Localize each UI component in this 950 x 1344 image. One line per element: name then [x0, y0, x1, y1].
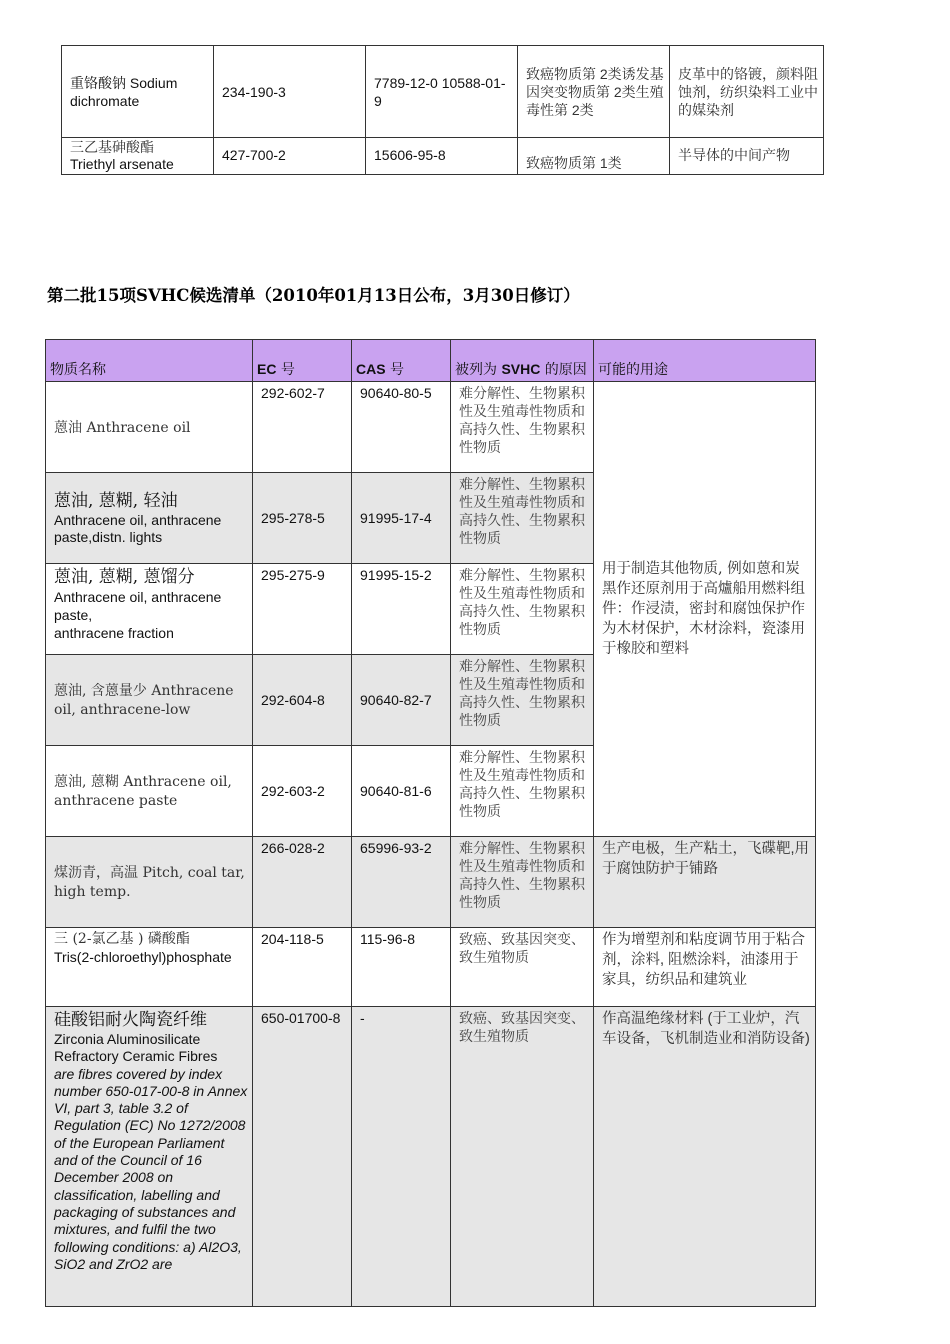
reason-cell: [451, 837, 594, 928]
svhc-reason: 致癌、致基因突变、致生殖物质: [459, 1010, 585, 1044]
substance-name-cn: 硅酸铝耐火陶瓷纤维: [54, 1010, 207, 1030]
header-label-bold: EC: [257, 361, 277, 377]
possible-uses: 皮革中的铬镀，颜料阻蚀剂，纺织染料工业中的媒染剂: [678, 65, 818, 118]
cas-number: 91995-15-2: [360, 567, 432, 583]
cas-number: 115-96-8: [360, 931, 416, 947]
section-title: 第二批15项SVHC候选清单（2010年01月13日公布，3月30日修订）: [47, 286, 580, 305]
reason-cell: [518, 46, 670, 138]
ec-number: 295-278-5: [261, 510, 325, 526]
substance-name-cell: [46, 837, 253, 928]
table-header-row: [46, 340, 816, 382]
substance-name-en: anthracene fraction: [54, 625, 174, 641]
ec-number-cell: [253, 655, 352, 746]
possible-uses: 用于制造其他物质, 例如蒽和炭黑作还原剂用于高爐船用燃料组件：作浸渍，密封和腐蚀保护作为木材保护，木材涂料，瓷漆用于橡胶和塑料: [602, 561, 805, 657]
substance-name: 蒽油, 含蒽量少 Anthracene oil, anthracene-low: [54, 683, 234, 718]
svhc-reason: 难分解性、生物累积性及生殖毒性物质和高持久性、生物累积性物质: [459, 385, 585, 455]
substance-name-cell: [46, 655, 253, 746]
table-row: [62, 46, 824, 138]
header-label: 的原因: [540, 362, 587, 378]
possible-uses: 半导体的中间产物: [678, 147, 790, 163]
ec-number-cell: [214, 138, 366, 175]
cas-number-cell: [352, 655, 451, 746]
cas-number-cell: [352, 837, 451, 928]
ec-number: 292-604-8: [261, 692, 325, 708]
svhc-reason: 难分解性、生物累积性及生殖毒性物质和高持久性、生物累积性物质: [459, 476, 585, 546]
ec-number-cell: [253, 928, 352, 1007]
svhc-reason: 难分解性、生物累积性及生殖毒性物质和高持久性、生物累积性物质: [459, 840, 585, 910]
possible-uses: 作为增塑剂和粘度调节用于粘合剂，涂料, 阻燃涂料，油漆用于家具，纺织品和建筑业: [602, 932, 805, 988]
ec-number: 234-190-3: [222, 83, 286, 100]
ec-number: 204-118-5: [261, 931, 324, 947]
cas-number: 15606-95-8: [374, 147, 446, 163]
substance-name-cell: [46, 928, 253, 1007]
substance-definition: are fibres covered by index number 650-017-00-8 in Annex VI, part 3, table 3.2 of Regulation (EC) No 1272/2008 of the European Parliament and of the Council of 16 December 2008 on classification, labelling and packaging of substances and mixtures, and fulfil the two following conditions: a) Al2O3, SiO2 and ZrO2 are: [54, 1065, 248, 1272]
cas-number: 91995-17-4: [360, 510, 432, 526]
table-row: [46, 382, 816, 473]
shared-uses-cell: [594, 382, 816, 837]
ec-number: 427-700-2: [222, 147, 286, 163]
reason-cell: [451, 655, 594, 746]
header-label: 号: [385, 362, 405, 378]
ec-number-cell: [214, 46, 366, 138]
header-label: 被列为: [455, 362, 502, 378]
header-label: 可能的用途: [598, 362, 668, 378]
substance-name-cn: 蒽油, 蒽糊, 轻油: [54, 491, 178, 511]
previous-svhc-table-continuation: [61, 45, 824, 175]
possible-uses: 生产电极，生产粘土，飞碟靶,用于腐蚀防护于铺路: [602, 841, 810, 877]
cas-number: 90640-82-7: [360, 692, 432, 708]
uses-cell: [594, 928, 816, 1007]
cas-number-cell: [352, 473, 451, 564]
header-possible-uses: [594, 340, 816, 382]
substance-name-cell: [62, 138, 214, 175]
reason-cell: [451, 473, 594, 564]
substance-name: 重铬酸钠 Sodium dichromate: [70, 74, 178, 109]
ec-number-cell: [253, 382, 352, 473]
header-label-bold: SVHC: [501, 361, 541, 377]
table-row: [46, 928, 816, 1007]
header-substance-name: [46, 340, 253, 382]
ec-number: 266-028-2: [261, 840, 325, 856]
reason-cell: [451, 746, 594, 837]
table-row: [46, 837, 816, 928]
reason-cell: [451, 382, 594, 473]
ec-number: 295-275-9: [261, 567, 325, 583]
header-ec-number: [253, 340, 352, 382]
cas-number: 90640-81-6: [360, 783, 432, 799]
uses-cell: [670, 138, 824, 175]
svhc-reason: 致癌、致基因突变、致生殖物质: [459, 931, 585, 965]
substance-name-cell: [46, 746, 253, 837]
cas-number: 65996-93-2: [360, 840, 432, 856]
cas-number-cell: [366, 46, 518, 138]
header-label-bold: CAS: [356, 361, 386, 377]
substance-name-cell: [46, 1007, 253, 1307]
cas-number: 7789-12-0 10588-01-9: [374, 75, 506, 109]
ec-number-cell: [253, 473, 352, 564]
substance-name-cell: [62, 46, 214, 138]
substance-name-en: Zirconia Aluminosilicate: [54, 1031, 201, 1047]
header-cas-number: [352, 340, 451, 382]
reason-cell: [451, 564, 594, 655]
header-svhc-reason: [451, 340, 594, 382]
svhc-reason: 难分解性、生物累积性及生殖毒性物质和高持久性、生物累积性物质: [459, 567, 585, 637]
ec-number-cell: [253, 837, 352, 928]
cas-number-cell: [352, 564, 451, 655]
substance-name-cell: [46, 564, 253, 655]
substance-name-cn: 三 (2-氯乙基 ) 磷酸酯: [54, 931, 190, 947]
cas-number-cell: [352, 928, 451, 1007]
cas-number-cell: [366, 138, 518, 175]
cas-number: -: [360, 1010, 365, 1026]
header-label: 物质名称: [50, 362, 106, 378]
ec-number: 292-602-7: [261, 385, 325, 401]
substance-name-en: Tris(2-chloroethyl)phosphate: [54, 949, 232, 965]
substance-name: 煤沥青，高温 Pitch, coal tar, high temp.: [54, 865, 245, 900]
ec-number-cell: [253, 564, 352, 655]
substance-name-cell: [46, 473, 253, 564]
substance-name-cn: 蒽油, 蒽糊, 蒽馏分: [54, 567, 195, 587]
cas-number-cell: [352, 1007, 451, 1307]
header-label: 号: [276, 362, 295, 378]
cas-number-cell: [352, 746, 451, 837]
substance-name: 蒽油 Anthracene oil: [54, 419, 191, 436]
svhc-reason: 难分解性、生物累积性及生殖毒性物质和高持久性、生物累积性物质: [459, 658, 585, 728]
svhc-candidate-table: [45, 339, 816, 1307]
svhc-reason: 致癌物质第 2类诱发基因突变物质第 2类生殖毒性第 2类: [526, 65, 664, 118]
substance-name: 蒽油, 蒽糊 Anthracene oil, anthracene paste: [54, 774, 232, 809]
svhc-reason: 致癌物质第 1类: [526, 155, 622, 171]
cas-number: 90640-80-5: [360, 385, 432, 401]
reason-cell: [518, 138, 670, 175]
substance-name-en: Anthracene oil, anthracene paste,: [54, 589, 222, 623]
uses-cell: [594, 1007, 816, 1307]
cas-number-cell: [352, 382, 451, 473]
substance-name-cell: [46, 382, 253, 473]
uses-cell: [670, 46, 824, 138]
substance-name-en: Triethyl arsenate: [70, 156, 174, 172]
ec-number-cell: [253, 1007, 352, 1307]
substance-name-cn: 三乙基砷酸酯: [70, 140, 154, 156]
svhc-reason: 难分解性、生物累积性及生殖毒性物质和高持久性、生物累积性物质: [459, 749, 585, 819]
table-row: [62, 138, 824, 175]
ec-number-cell: [253, 746, 352, 837]
uses-cell: [594, 837, 816, 928]
possible-uses: 作高温绝缘材料 (于工业炉，汽车设备，飞机制造业和消防设备): [602, 1011, 810, 1047]
reason-cell: [451, 928, 594, 1007]
substance-name-en: Anthracene oil, anthracene paste,distn. lights: [54, 512, 222, 545]
substance-name-en: Refractory Ceramic Fibres: [54, 1048, 218, 1065]
table-row: [46, 1007, 816, 1307]
ec-number: 650-01700-8: [261, 1010, 341, 1026]
reason-cell: [451, 1007, 594, 1307]
ec-number: 292-603-2: [261, 783, 325, 799]
